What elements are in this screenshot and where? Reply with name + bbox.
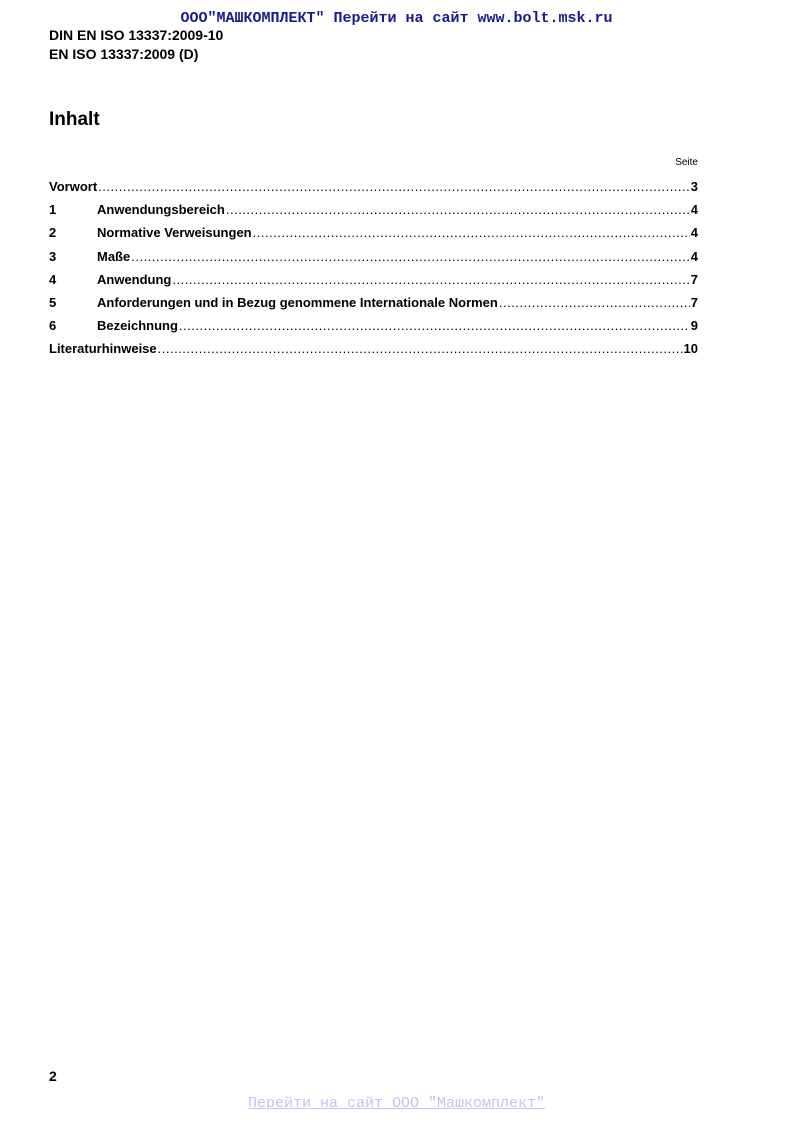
toc-entry-title: Bezeichnung [97, 318, 178, 334]
toc-entry-title: Anforderungen und in Bezug genommene Internationale Normen [97, 294, 498, 310]
toc-entry-number: 3 [49, 248, 57, 264]
toc-entry-page: 4 [690, 248, 698, 264]
toc-entry-title: Normative Verweisungen [97, 225, 252, 241]
toc-leader-dots [499, 295, 690, 310]
toc-entry-number: 5 [49, 294, 57, 310]
toc-entry-anwendung[interactable] [49, 272, 698, 295]
toc-entry-title: Literaturhinweise [49, 341, 157, 357]
toc-leader-dots [179, 318, 690, 333]
toc-entry-anwendungsbereich[interactable] [49, 202, 698, 225]
toc-entry-bezeichnung[interactable] [49, 318, 698, 341]
toc-entry-page: 9 [690, 318, 698, 334]
toc-entry-masse[interactable] [49, 249, 698, 272]
toc-entry-title: Vorwort [49, 179, 98, 194]
toc-entry-number: 6 [49, 318, 57, 334]
toc-entry-page: 7 [690, 271, 698, 287]
table-of-contents [49, 179, 698, 365]
page-column-label: Seite [675, 157, 698, 168]
document-id-din: DIN EN ISO 13337:2009-10 [49, 27, 224, 43]
toc-entry-literaturhinweise[interactable] [49, 341, 698, 364]
toc-entry-page: 7 [690, 294, 698, 310]
toc-leader-dots [98, 179, 690, 194]
toc-leader-dots [131, 249, 690, 264]
toc-entry-number: 4 [49, 271, 57, 287]
toc-entry-title: Anwendungsbereich [97, 202, 225, 218]
toc-entry-page: 3 [690, 179, 698, 194]
toc-entry-title: Anwendung [97, 271, 172, 287]
toc-entry-page: 10 [683, 341, 698, 357]
toc-entry-number: 2 [49, 225, 57, 241]
toc-entry-title: Maße [97, 248, 131, 264]
toc-entry-number: 1 [49, 202, 57, 218]
header-site-link[interactable]: ООО"МАШКОМПЛЕКТ" Перейти на сайт www.bolt.msk.ru [180, 10, 613, 27]
toc-leader-dots [158, 341, 683, 356]
toc-heading: Inhalt [49, 109, 100, 130]
footer-site-link[interactable]: Перейти на сайт ООО "Машкомплект" [247, 1095, 546, 1112]
toc-leader-dots [172, 272, 689, 287]
toc-entry-normative-verweisungen[interactable] [49, 225, 698, 248]
document-id-en: EN ISO 13337:2009 (D) [49, 46, 199, 62]
toc-leader-dots [226, 202, 690, 217]
toc-entry-page: 4 [690, 202, 698, 218]
page-number: 2 [49, 1068, 57, 1084]
toc-entry-page: 4 [690, 225, 698, 241]
toc-entry-vorwort[interactable] [49, 179, 698, 202]
toc-leader-dots [253, 225, 690, 240]
toc-entry-anforderungen[interactable] [49, 295, 698, 318]
